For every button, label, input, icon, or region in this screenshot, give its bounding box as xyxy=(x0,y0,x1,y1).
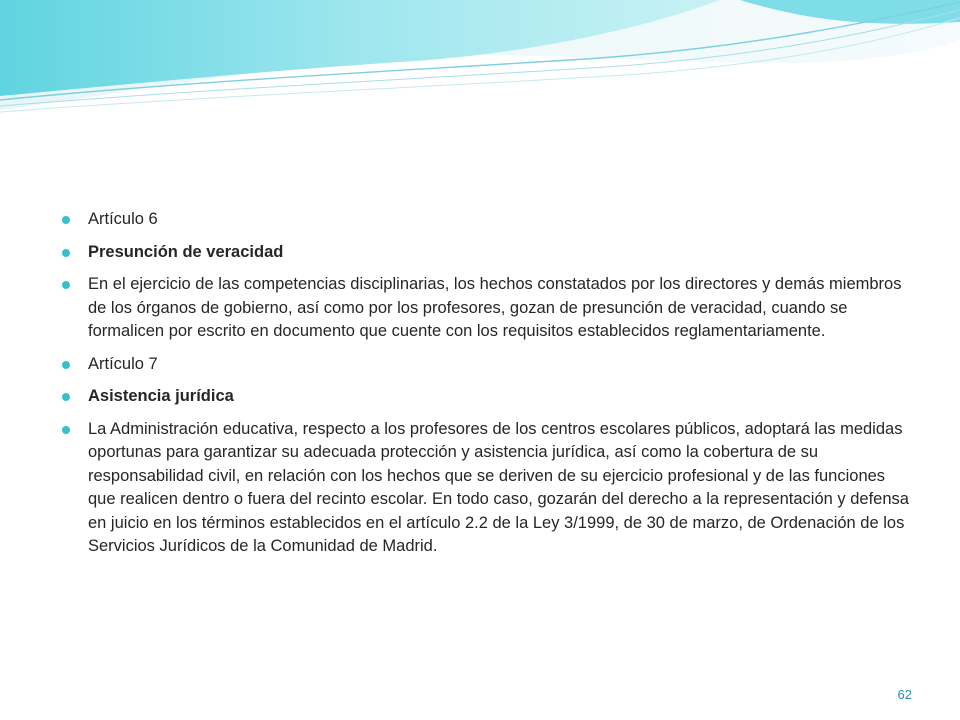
list-item-text: La Administración educativa, respecto a los profesores de los centros escolares públicos, adoptará las medidas oportunas para garantizar su adecuada protección y asistencia jurídica, así como la cobertura de su responsabilidad civil, en relación con los hechos que se deriven de su ejercicio profesional y de las funciones que realicen dentro o fuera del recinto escolar. En todo caso, gozarán del derecho a la representación y defensa en juicio en los términos establecidos en el artículo 2.2 de la Ley 3/1999, de 30 de marzo, de Ordenación de los Servicios Jurídicos de la Comunidad de Madrid. xyxy=(88,419,909,555)
bullet-dot-icon xyxy=(62,216,70,224)
list-item xyxy=(62,241,910,265)
list-item-text: En el ejercicio de las competencias disciplinarias, los hechos constatados por los directores y demás miembros de los órganos de gobierno, así como por los profesores, gozan de presunción de veracidad, cuando se formalicen por escrito en documento que cuente con los requisitos establecidos reglamentariamente. xyxy=(88,275,902,340)
list-item-text: Artículo 7 xyxy=(88,354,158,373)
bullet-list xyxy=(62,208,910,559)
page-number: 62 xyxy=(897,687,912,702)
list-item-text: Presunción de veracidad xyxy=(88,242,284,261)
bullet-dot-icon xyxy=(62,281,70,289)
list-item xyxy=(62,208,910,232)
list-item xyxy=(62,273,910,344)
list-item-text: Asistencia jurídica xyxy=(88,387,234,405)
bullet-dot-icon xyxy=(62,393,70,401)
list-item-text: Artículo 6 xyxy=(88,210,158,228)
list-item xyxy=(62,353,910,377)
list-item xyxy=(62,418,910,559)
bullet-dot-icon xyxy=(62,249,70,257)
bullet-list-container xyxy=(62,208,910,568)
bullet-dot-icon xyxy=(62,426,70,434)
header-wave-decoration xyxy=(0,0,960,120)
list-item xyxy=(62,385,910,409)
bullet-dot-icon xyxy=(62,361,70,369)
